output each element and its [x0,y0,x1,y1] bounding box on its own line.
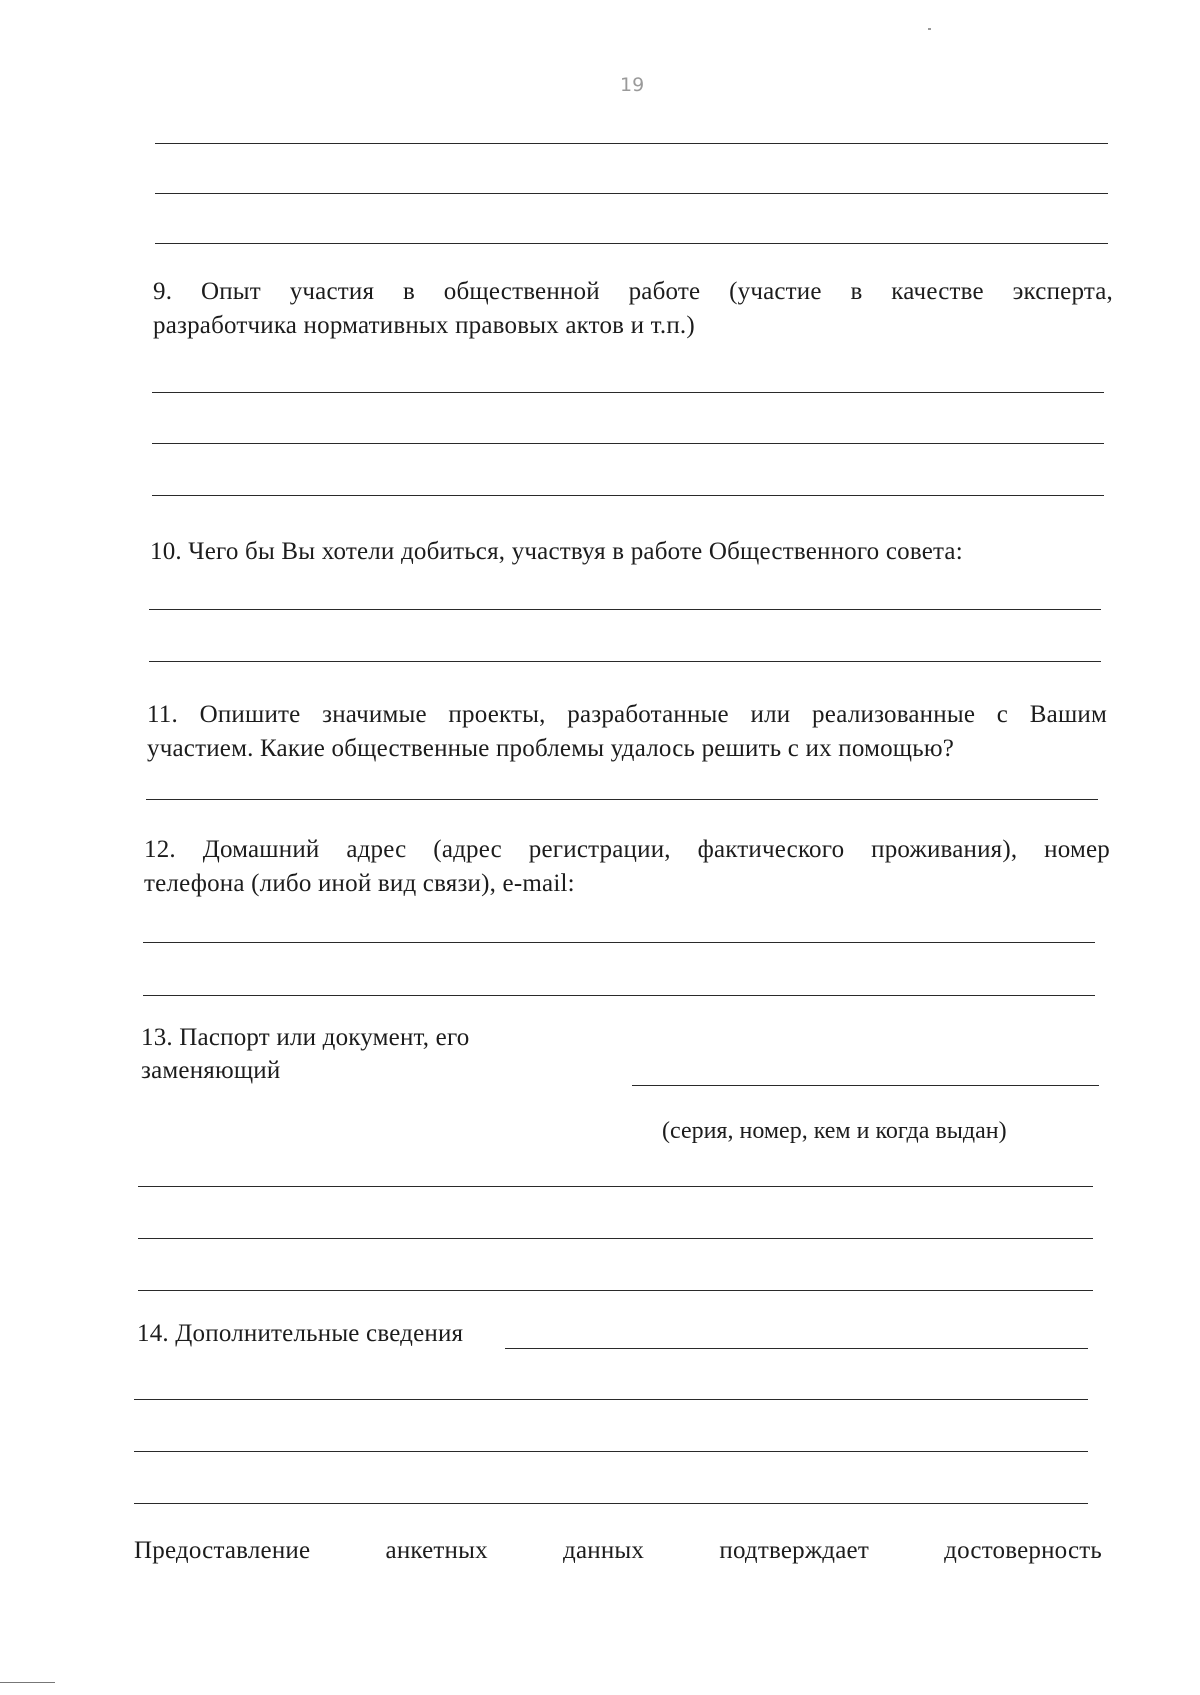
answer-line[interactable] [138,1238,1093,1239]
answer-line[interactable] [143,995,1095,996]
answer-line[interactable] [155,243,1108,244]
question-13-line-1: 13. Паспорт или документ, его [141,1024,470,1051]
question-9-line-1: 9. Опыт участия в общественной работе (участие в качестве эксперта, [153,278,1113,305]
answer-line[interactable] [155,193,1108,194]
question-9-line-2: разработчика нормативных правовых актов и т.п.) [153,312,695,339]
document-caption: (серия, номер, кем и когда выдан) [662,1118,1007,1144]
question-13-line-2: заменяющий [141,1057,281,1084]
scan-edge-mark [0,1682,55,1683]
answer-line[interactable] [138,1290,1093,1291]
footer-statement: Предоставление анкетных данных подтверждает достоверность [134,1537,1102,1564]
scan-speck [928,28,931,30]
answer-line[interactable] [146,799,1098,800]
page-number: 19 [620,74,645,96]
answer-line[interactable] [152,443,1104,444]
question-10-line-1: 10. Чего бы Вы хотели добиться, участвуя в работе Общественного совета: [150,538,963,565]
answer-line[interactable] [134,1503,1088,1504]
answer-line[interactable] [143,942,1095,943]
answer-line[interactable] [155,143,1108,144]
answer-line[interactable] [149,661,1101,662]
question-12-line-2: телефона (либо иной вид связи), e-mail: [144,870,575,897]
question-14-label: 14. Дополнительные сведения [137,1320,464,1347]
answer-line[interactable] [138,1186,1093,1187]
question-12-line-1: 12. Домашний адрес (адрес регистрации, фактического проживания), номер [144,836,1110,863]
question-11-line-2: участием. Какие общественные проблемы удалось решить с их помощью? [147,735,955,762]
answer-line[interactable] [152,495,1104,496]
answer-line[interactable] [134,1451,1088,1452]
question-11-line-1: 11. Опишите значимые проекты, разработанные или реализованные с Вашим [147,701,1107,728]
answer-line[interactable] [152,392,1104,393]
answer-line[interactable] [149,609,1101,610]
document-answer-line[interactable] [632,1085,1099,1086]
additional-info-line[interactable] [505,1348,1088,1349]
answer-line[interactable] [134,1399,1088,1400]
